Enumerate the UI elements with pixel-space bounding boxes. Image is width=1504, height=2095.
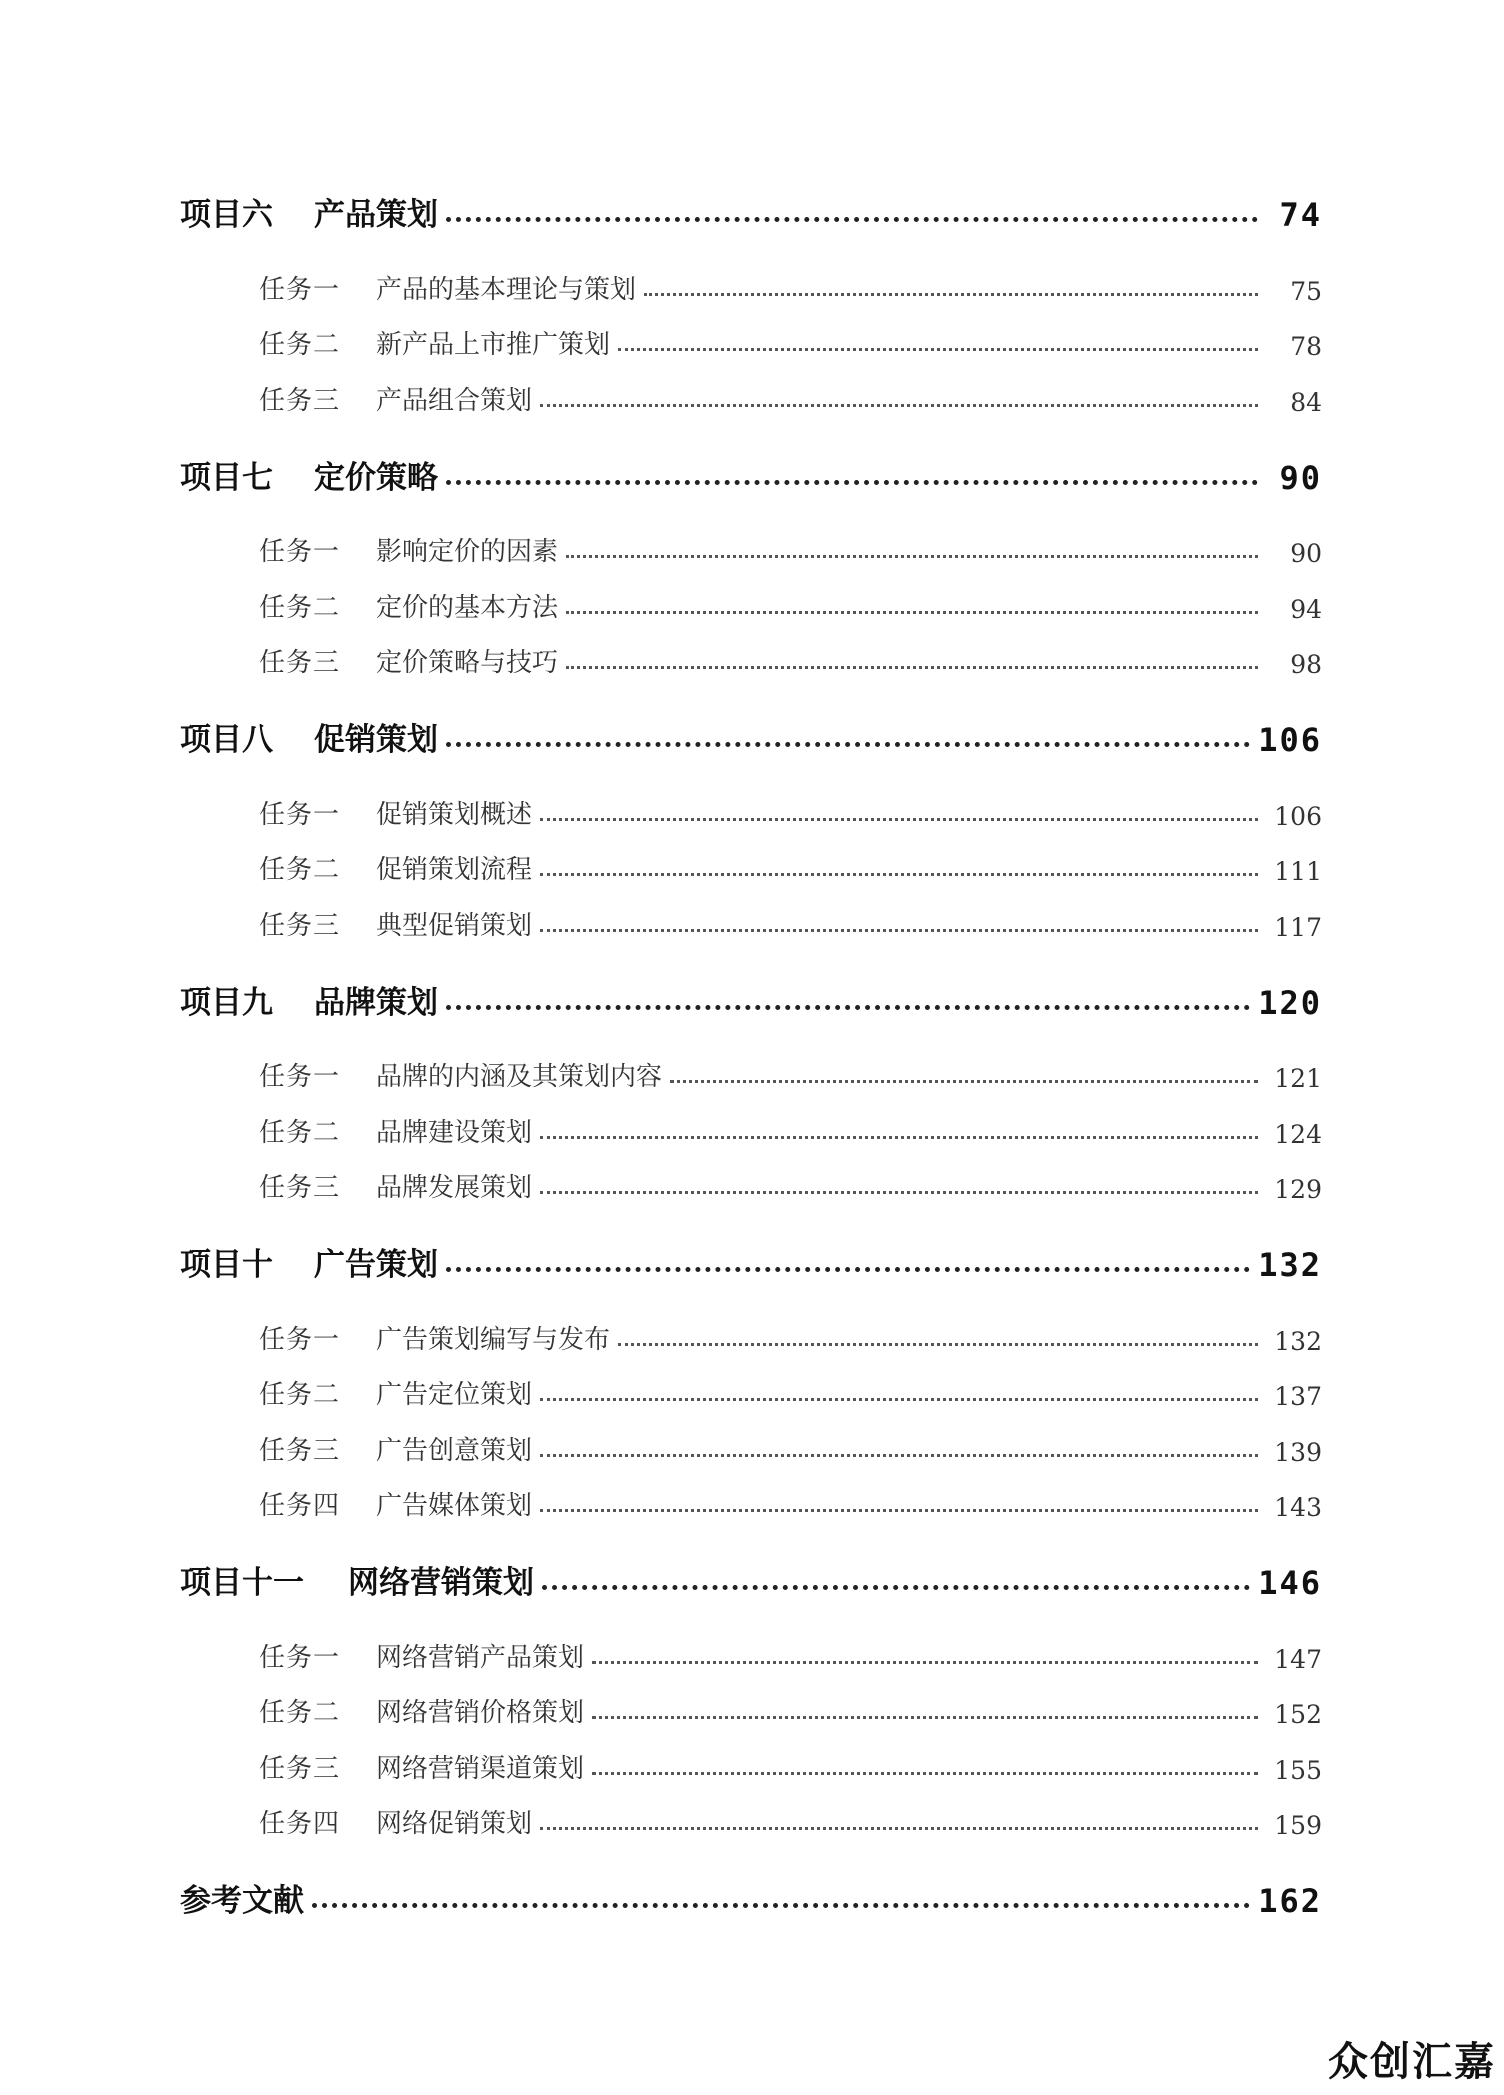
toc-chapter-9[interactable]	[180, 958, 1322, 1022]
task-title: 典型促销策划	[376, 910, 533, 941]
task-number: 任务一	[259, 274, 341, 305]
task-title: 定价策略与技巧	[376, 648, 559, 678]
task-number: 任务四	[259, 1491, 341, 1521]
dot-leader	[446, 480, 1258, 485]
task-number: 任务一	[259, 1324, 341, 1355]
watermark-logo: 众创汇嘉	[1328, 2039, 1496, 2085]
dot-leader	[566, 666, 1258, 669]
dot-leader	[540, 1191, 1258, 1194]
task-title: 网络营销产品策划	[376, 1642, 585, 1673]
chapter-page: 132	[1258, 1246, 1322, 1284]
toc-task-11-2[interactable]	[180, 1674, 1322, 1730]
task-number: 任务一	[259, 1642, 341, 1673]
task-page: 117	[1274, 912, 1322, 942]
task-page: 129	[1274, 1175, 1322, 1204]
task-number: 任务四	[259, 1809, 341, 1839]
dot-leader	[540, 1398, 1258, 1401]
task-page: 139	[1274, 1437, 1322, 1467]
dot-leader	[540, 1136, 1258, 1139]
dot-leader	[540, 1509, 1258, 1512]
task-title: 品牌建设策划	[376, 1117, 533, 1148]
toc-chapter-7[interactable]	[180, 433, 1322, 497]
task-title: 产品组合策划	[376, 385, 533, 416]
dot-leader	[540, 929, 1258, 932]
chapter-page: 106	[1258, 721, 1322, 759]
dot-leader	[592, 1716, 1258, 1719]
chapter-number: 项目六	[180, 197, 273, 233]
task-page: 124	[1274, 1119, 1322, 1149]
task-number: 任务二	[259, 855, 341, 885]
task-number: 任务三	[259, 1753, 341, 1784]
task-page: 155	[1274, 1755, 1322, 1785]
dot-leader	[592, 1661, 1258, 1664]
toc-task-7-1[interactable]	[180, 513, 1322, 569]
chapter-page: 74	[1279, 196, 1322, 234]
task-title: 广告策划编写与发布	[376, 1324, 611, 1355]
chapter-title: 产品策划	[314, 197, 438, 233]
dot-leader	[540, 1454, 1258, 1457]
dot-leader	[644, 293, 1258, 296]
task-title: 广告媒体策划	[376, 1491, 533, 1521]
task-number: 任务三	[259, 648, 341, 678]
task-title: 定价的基本方法	[376, 592, 559, 623]
task-page: 78	[1290, 332, 1322, 361]
toc-chapter-6[interactable]	[180, 170, 1322, 234]
chapter-title: 品牌策划	[314, 984, 438, 1021]
dot-leader	[446, 1005, 1250, 1010]
chapter-number: 项目十	[180, 1247, 273, 1283]
dot-leader	[446, 742, 1250, 747]
chapter-title: 广告策划	[314, 1247, 438, 1283]
toc-task-10-3[interactable]	[180, 1411, 1322, 1467]
chapter-number: 项目十一	[180, 1565, 304, 1601]
toc-task-6-3[interactable]	[180, 361, 1322, 417]
dot-leader	[312, 1903, 1250, 1908]
task-page: 121	[1274, 1064, 1322, 1093]
task-number: 任务二	[259, 1380, 341, 1410]
dot-leader	[446, 1267, 1250, 1272]
task-page: 159	[1274, 1811, 1322, 1840]
task-number: 任务三	[259, 910, 341, 941]
toc-task-9-3[interactable]	[180, 1149, 1322, 1205]
task-page: 143	[1274, 1493, 1322, 1522]
chapter-title: 促销策划	[314, 722, 438, 758]
toc-task-10-1[interactable]	[180, 1300, 1322, 1356]
task-title: 影响定价的因素	[376, 537, 559, 567]
chapter-page: 120	[1258, 983, 1322, 1022]
toc-references[interactable]	[180, 1856, 1322, 1920]
toc-task-8-2[interactable]	[180, 831, 1322, 887]
references-title: 参考文献	[180, 1883, 304, 1919]
chapter-number: 项目八	[180, 722, 273, 758]
task-number: 任务二	[259, 1117, 341, 1148]
task-title: 品牌发展策划	[376, 1173, 533, 1203]
task-number: 任务三	[259, 385, 341, 416]
task-page: 132	[1274, 1326, 1322, 1356]
dot-leader	[592, 1772, 1258, 1775]
task-page: 152	[1274, 1700, 1322, 1729]
dot-leader	[540, 873, 1258, 876]
task-page: 94	[1290, 594, 1322, 624]
toc-chapter-10[interactable]	[180, 1220, 1322, 1284]
dot-leader	[566, 611, 1258, 614]
table-of-contents	[180, 170, 1322, 1920]
task-title: 广告定位策划	[376, 1380, 533, 1410]
toc-task-9-2[interactable]	[180, 1093, 1322, 1149]
dot-leader	[540, 404, 1258, 407]
dot-leader	[540, 1827, 1258, 1830]
chapter-page: 146	[1258, 1564, 1322, 1602]
toc-chapter-8[interactable]	[180, 695, 1322, 759]
dot-leader	[566, 555, 1258, 558]
toc-task-10-2[interactable]	[180, 1356, 1322, 1412]
dot-leader	[618, 1343, 1258, 1346]
task-number: 任务一	[259, 537, 341, 567]
task-page: 147	[1274, 1644, 1322, 1674]
toc-task-11-3[interactable]	[180, 1729, 1322, 1785]
task-title: 网络营销价格策划	[376, 1698, 585, 1728]
chapter-number: 项目七	[180, 459, 273, 496]
chapter-title: 网络营销策划	[348, 1565, 534, 1601]
task-page: 75	[1290, 276, 1322, 306]
chapter-number: 项目九	[180, 984, 273, 1021]
task-title: 产品的基本理论与策划	[376, 274, 637, 305]
task-title: 促销策划流程	[376, 855, 533, 885]
chapter-title: 定价策略	[314, 459, 438, 496]
task-page: 111	[1274, 857, 1322, 886]
task-title: 新产品上市推广策划	[376, 330, 611, 360]
toc-task-8-3[interactable]	[180, 886, 1322, 942]
dot-leader	[446, 217, 1258, 222]
toc-task-11-1[interactable]	[180, 1618, 1322, 1674]
chapter-page: 90	[1279, 458, 1322, 497]
task-title: 品牌的内涵及其策划内容	[376, 1062, 663, 1092]
toc-task-7-2[interactable]	[180, 568, 1322, 624]
toc-task-10-4[interactable]	[180, 1467, 1322, 1523]
toc-task-9-1[interactable]	[180, 1038, 1322, 1094]
toc-task-11-4[interactable]	[180, 1785, 1322, 1841]
dot-leader	[542, 1585, 1250, 1590]
task-page: 90	[1290, 539, 1322, 568]
task-page: 84	[1290, 387, 1322, 417]
task-title: 促销策划概述	[376, 799, 533, 830]
task-number: 任务一	[259, 1062, 341, 1092]
task-number: 任务二	[259, 1698, 341, 1728]
toc-task-7-3[interactable]	[180, 624, 1322, 680]
dot-leader	[540, 818, 1258, 821]
toc-task-6-2[interactable]	[180, 306, 1322, 362]
references-page: 162	[1258, 1882, 1322, 1920]
task-page: 137	[1274, 1382, 1322, 1411]
task-page: 98	[1290, 650, 1322, 679]
toc-chapter-11[interactable]	[180, 1538, 1322, 1602]
toc-task-8-1[interactable]	[180, 775, 1322, 831]
toc-task-6-1[interactable]	[180, 250, 1322, 306]
task-page: 106	[1274, 801, 1322, 831]
task-title: 网络营销渠道策划	[376, 1753, 585, 1784]
dot-leader	[618, 348, 1258, 351]
task-number: 任务一	[259, 799, 341, 830]
task-number: 任务二	[259, 330, 341, 360]
dot-leader	[670, 1080, 1258, 1083]
task-number: 任务二	[259, 592, 341, 623]
task-title: 广告创意策划	[376, 1435, 533, 1466]
task-title: 网络促销策划	[376, 1809, 533, 1839]
task-number: 任务三	[259, 1435, 341, 1466]
task-number: 任务三	[259, 1173, 341, 1203]
